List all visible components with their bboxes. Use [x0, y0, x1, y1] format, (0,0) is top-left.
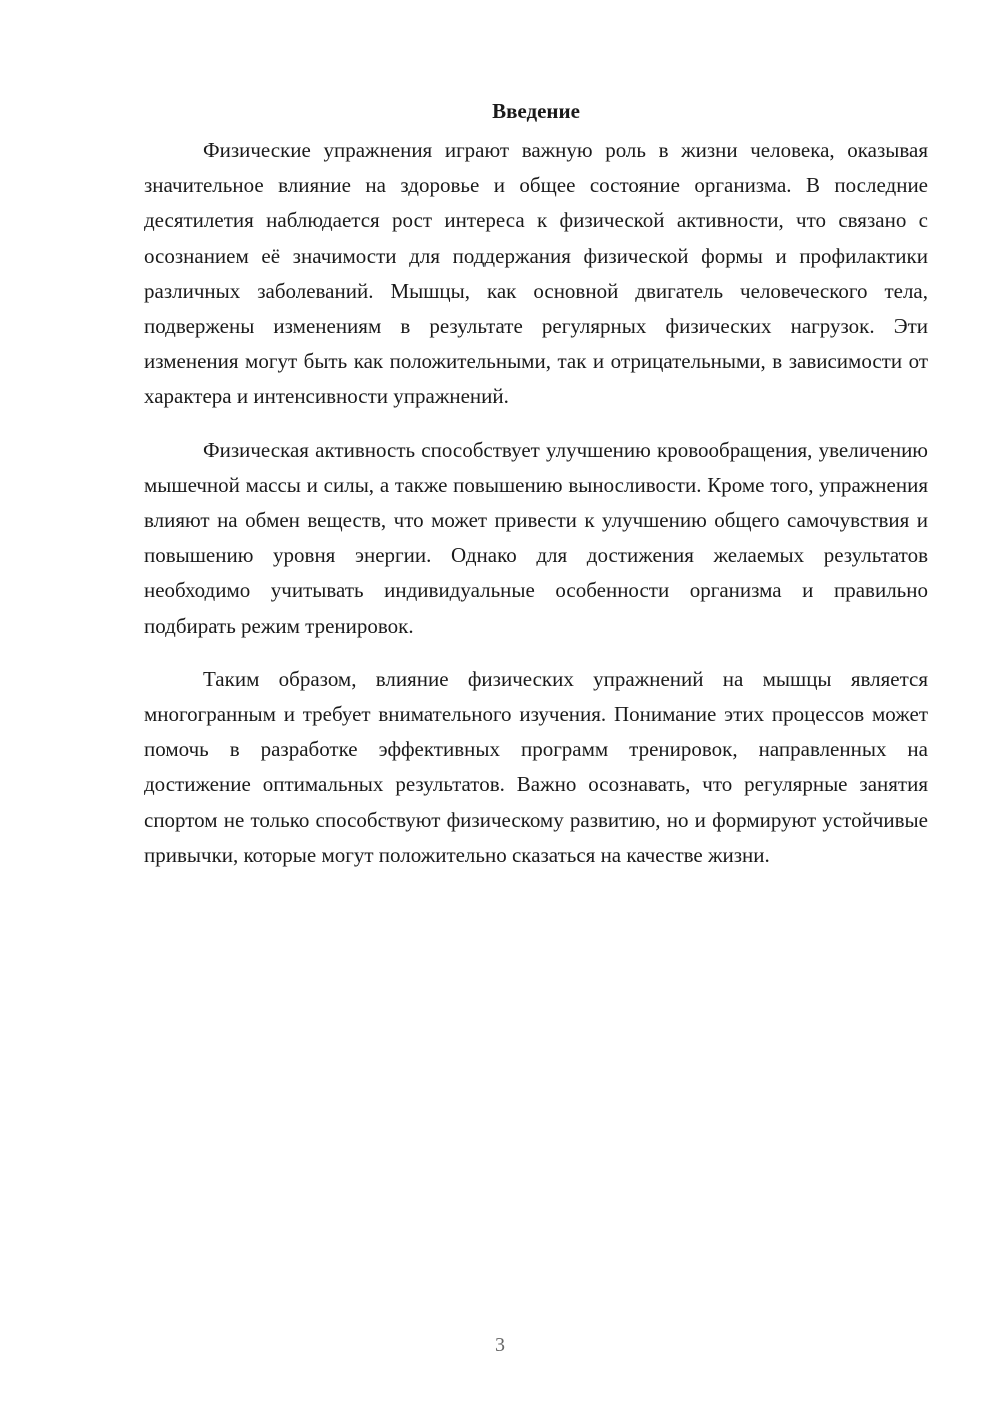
section-heading: Введение [492, 99, 580, 123]
paragraph-2: Физическая активность способствует улучшению кровообращения, увеличению мышечной массы и силы, а также повышению выносливости. Кроме того, упражнения влияют на обмен веществ, что может привести к улучшению общего самочувствия и повышению уровня энергии. Однако для достижения желаемых результатов необходимо учитывать индивидуальные особенности организма и правильно подбирать режим тренировок. [144, 437, 928, 638]
page-content [144, 96, 928, 891]
page-number: 3 [495, 1334, 505, 1356]
paragraph-1: Физические упражнения играют важную роль в жизни человека, оказывая значительное влияние на здоровье и общее состояние организма. В последние десятилетия наблюдается рост интереса к физической активности, что связано с осознанием её значимости для поддержания физической формы и профилактики различных заболеваний. Мышцы, как основной двигатель человеческого тела, подвержены изменениям в результате регулярных физических нагрузок. Эти изменения могут быть как положительными, так и отрицательными, в зависимости от характера и интенсивности упражнений. [144, 138, 928, 409]
paragraph-3: Таким образом, влияние физических упражнений на мышцы является многогранным и требует внимательного изучения. Понимание этих процессов может помочь в разработке эффективных программ тренировок, направленных на достижение оптимальных результатов. Важно осознавать, что регулярные занятия спортом не только способствуют физическому развитию, но и формируют устойчивые привычки, которые могут положительно сказаться на качестве жизни. [144, 666, 928, 867]
